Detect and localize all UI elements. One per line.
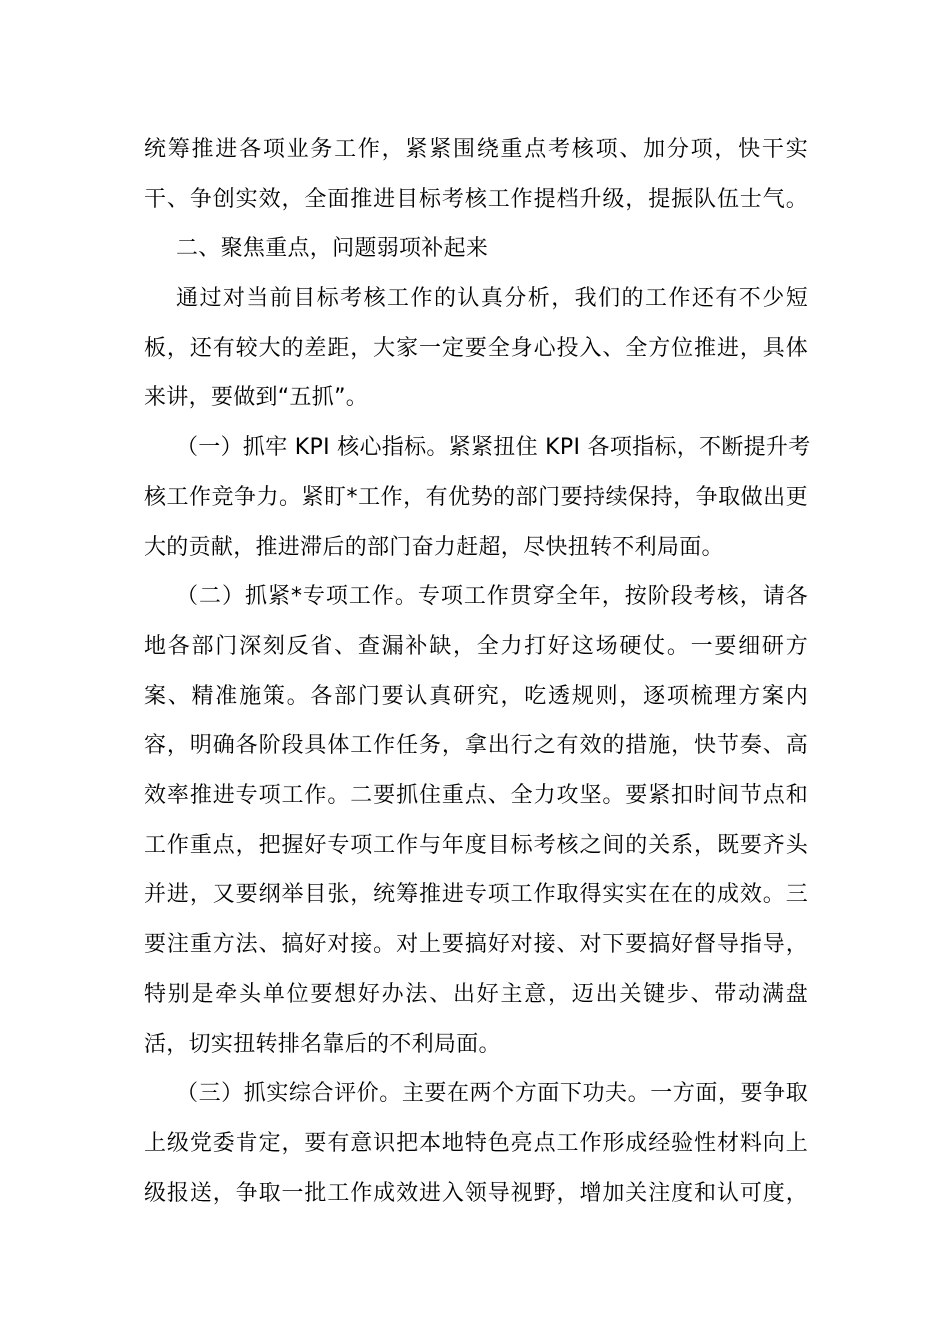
body-text-line: 通过对当前目标考核工作的认真分析，我们的工作还有不少短 [176, 286, 808, 311]
body-text-line: 干、争创实效，全面推进目标考核工作提档升级，提振队伍士气。 [144, 187, 808, 212]
body-text-line: 板，还有较大的差距，大家一定要全身心投入、全方位推进，具体 [144, 336, 808, 361]
body-text-line: 并进，又要纲举目张，统筹推进专项工作取得实实在在的成效。三 [144, 882, 808, 907]
body-text-line: 上级党委肯定，要有意识把本地特色亮点工作形成经验性材料向上 [144, 1131, 808, 1156]
body-text-line: 容，明确各阶段具体工作任务，拿出行之有效的措施，快节奏、高 [144, 733, 808, 758]
body-text-line: 工作重点，把握好专项工作与年度目标考核之间的关系，既要齐头 [144, 833, 808, 858]
body-text-line: 级报送，争取一批工作成效进入领导视野，增加关注度和认可度， [144, 1181, 808, 1206]
body-text-line: 统筹推进各项业务工作，紧紧围绕重点考核项、加分项，快干实 [144, 137, 808, 162]
body-text-line: 大的贡献，推进滞后的部门奋力赶超，尽快扭转不利局面。 [144, 535, 724, 560]
section-heading: 二、聚焦重点，问题弱项补起来 [176, 236, 489, 261]
body-text-line: 要注重方法、搞好对接。对上要搞好对接、对下要搞好督导指导， [144, 932, 808, 957]
body-text-line: （三）抓实综合评价。主要在两个方面下功夫。一方面，要争取 [176, 1081, 808, 1106]
body-text-line: （一）抓牢 KPI 核心指标。紧紧扭住 KPI 各项指标，不断提升考 [176, 435, 811, 460]
body-text-line: 地各部门深刻反省、查漏补缺，全力打好这场硬仗。一要细研方 [144, 634, 808, 659]
body-text-line: 效率推进专项工作。二要抓住重点、全力攻坚。要紧扣时间节点和 [144, 783, 808, 808]
body-text-line: 特别是牵头单位要想好办法、出好主意，迈出关键步、带动满盘 [144, 982, 808, 1007]
body-text-line: 来讲，要做到“五抓”。 [144, 385, 369, 410]
body-text-line: 核工作竞争力。紧盯*工作，有优势的部门要持续保持，争取做出更 [144, 485, 808, 510]
body-text-line: 案、精准施策。各部门要认真研究，吃透规则，逐项梳理方案内 [144, 684, 808, 709]
body-text-line: （二）抓紧*专项工作。专项工作贯穿全年，按阶段考核，请各 [176, 584, 808, 609]
body-text-line: 活，切实扭转排名靠后的不利局面。 [144, 1032, 501, 1057]
